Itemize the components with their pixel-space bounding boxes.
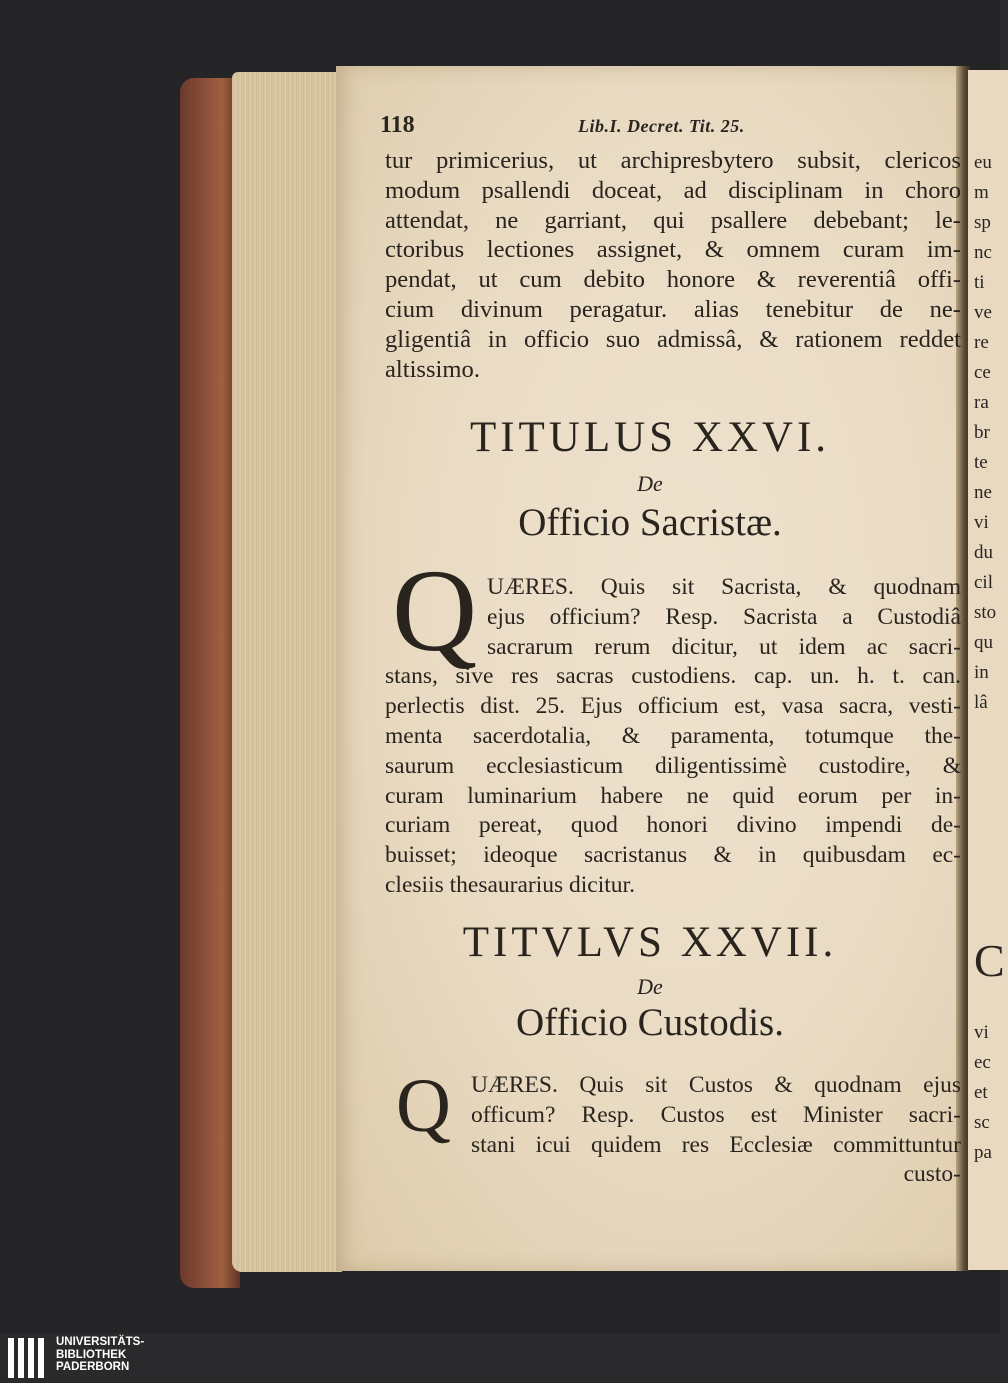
drop-cap: Q: [396, 1064, 451, 1148]
text-line: altissimo.: [385, 355, 480, 383]
section-title: TITVLVS XXVII.: [462, 919, 838, 966]
section-subtitle: Officio Sacristæ.: [518, 501, 782, 544]
text-line: pendat, ut cum debito honore & reverentiâ offi-: [385, 266, 961, 294]
facing-page-text-fragment: ra: [974, 392, 989, 413]
facing-page-text-fragment: vi: [974, 512, 989, 533]
facing-page-text-fragment: in: [974, 662, 989, 683]
facing-page-text-fragment: te: [974, 452, 988, 473]
text-line: stans, sive res sacras custodiens. cap. un. h. t. can.: [385, 663, 961, 690]
facing-page-text-fragment: C: [974, 935, 1005, 986]
drop-cap: Q: [392, 545, 478, 676]
library-logo: [8, 1336, 208, 1380]
text-line: attendat, ne garriant, qui psallere debebant; le-: [385, 206, 961, 234]
text-line: curam luminarium habere ne quid eorum per in-: [385, 782, 961, 809]
facing-page-text-fragment: ce: [974, 362, 991, 383]
book-cover-edge: [180, 78, 240, 1288]
text-line: ejus officium? Resp. Sacrista a Custodiâ: [487, 603, 961, 630]
text-line: ctoribus lectiones assignet, & omnem curam im-: [385, 236, 961, 264]
logo-line: BIBLIOTHEK: [56, 1348, 127, 1361]
section-paragraph: [385, 573, 961, 901]
facing-page-text-fragment: du: [974, 542, 993, 563]
facing-page-text-fragment: lâ: [974, 692, 988, 713]
text-line: gligentiâ in officio suo admissâ, & rationem reddet: [385, 325, 961, 353]
text-line: officum? Resp. Custos est Minister sacri-: [471, 1101, 961, 1128]
text-line: buisset; ideoque sacristanus & in quibusdam ec-: [385, 842, 961, 869]
text-line: saurum ecclesiasticum diligentissimè custodire, &: [385, 752, 961, 779]
text-line: custo-: [903, 1161, 961, 1188]
facing-page-text-fragment: ve: [974, 302, 992, 323]
text-line: menta sacerdotalia, & paramenta, totumque the-: [385, 722, 961, 749]
section-subtitle: Officio Custodis.: [516, 1001, 784, 1044]
facing-page-fragment: [968, 70, 1008, 1270]
facing-page-text-fragment: sc: [974, 1112, 990, 1133]
text-line: perlectis dist. 25. Ejus officium est, vasa sacra, vesti-: [385, 693, 961, 720]
text-line: tur primicerius, ut archipresbytero subsit, clericos: [385, 147, 961, 174]
intro-paragraph: [385, 146, 961, 384]
logo-line: UNIVERSITÄTS-: [56, 1336, 145, 1348]
text-line: curiam pereat, quod honori divino impendi de-: [385, 812, 961, 839]
facing-page-text-fragment: qu: [974, 632, 993, 653]
text-line: clesiis thesaurarius dicitur.: [385, 871, 635, 898]
facing-page-text-fragment: pa: [974, 1142, 992, 1163]
text-line: cium divinum peragatur. alias tenebitur de ne-: [385, 295, 961, 323]
text-line: modum psallendi doceat, ad disciplinam in choro: [385, 176, 961, 204]
book-page-edges: [232, 72, 342, 1272]
section-paragraph: [385, 1071, 961, 1190]
running-title: Lib.I. Decret. Tit. 25.: [578, 116, 745, 136]
facing-page-text-fragment: et: [974, 1082, 988, 1103]
facing-page-text-fragment: ec: [974, 1052, 991, 1073]
facing-page-text-fragment: m: [974, 182, 989, 203]
page-header: [380, 112, 800, 142]
text-line: sacrarum rerum dicitur, ut idem ac sacri-: [487, 633, 961, 660]
facing-page-text-fragment: vi: [974, 1022, 989, 1043]
facing-page-text-fragment: ne: [974, 482, 992, 503]
facing-page-text-fragment: br: [974, 422, 990, 443]
facing-page-text-fragment: eu: [974, 152, 992, 173]
facing-page-text-fragment: cil: [974, 572, 993, 593]
logo-line: PADERBORN: [56, 1361, 130, 1373]
section-title: TITULUS XXVI.: [469, 414, 831, 461]
facing-page-text-fragment: re: [974, 332, 989, 353]
text-line: UÆRES. Quis sit Sacrista, & quodnam: [487, 574, 961, 600]
text-line: UÆRES. Quis sit Custos & quodnam ejus: [471, 1072, 961, 1098]
facing-page-text-fragment: sto: [974, 602, 997, 623]
page-number: 118: [380, 112, 415, 138]
facing-page-text-fragment: sp: [974, 212, 991, 233]
section-de: De: [637, 974, 663, 999]
facing-page-text-fragment: ti: [974, 272, 985, 293]
text-line: stani icui quidem res Ecclesiæ committuntur: [471, 1131, 961, 1158]
facing-page-text-fragment: nc: [974, 242, 992, 263]
logo-text: [56, 1336, 144, 1374]
section-de: De: [637, 471, 663, 496]
